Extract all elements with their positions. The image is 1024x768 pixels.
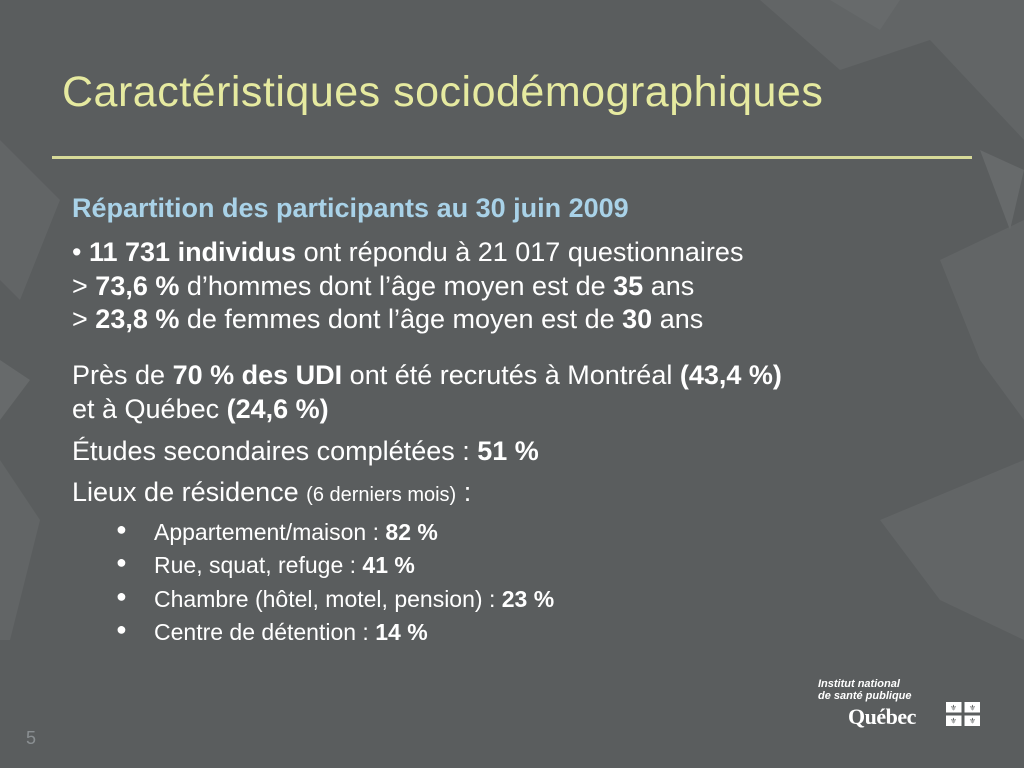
education-text: Études secondaires complétées : xyxy=(72,435,470,466)
udi-mid: ont été recrutés à Montréal xyxy=(349,360,673,390)
education-value: 51 % xyxy=(477,435,539,466)
udi-quebec-text: et à Québec xyxy=(72,393,220,424)
list-item xyxy=(116,583,992,616)
svg-text:⚜: ⚜ xyxy=(968,703,977,713)
list-item-text: Chambre (hôtel, motel, pension) : xyxy=(154,585,496,612)
svg-text:⚜: ⚜ xyxy=(949,703,958,713)
logo-wordmark: Québec xyxy=(848,704,916,729)
residence-note: (6 derniers mois) xyxy=(306,484,457,507)
women-age: 30 xyxy=(622,304,653,335)
men-suffix: ans xyxy=(650,270,695,301)
list-item-text: Centre de détention : xyxy=(154,619,369,646)
residence-label: Lieux de résidence xyxy=(72,477,299,508)
respondents-line xyxy=(72,236,992,270)
page-number: 5 xyxy=(26,728,37,748)
list-item xyxy=(116,516,992,549)
women-line xyxy=(72,303,992,337)
svg-text:⚜: ⚜ xyxy=(968,716,977,726)
list-item xyxy=(116,549,992,582)
women-text: de femmes dont l’âge moyen est de xyxy=(186,304,615,335)
udi-pre: Près de xyxy=(72,360,166,390)
list-item-text: Appartement/maison : xyxy=(154,519,380,545)
logo-line-2: de santé publique xyxy=(818,690,912,702)
bullet-dot-icon: ● xyxy=(116,619,127,640)
bullet-dot-icon: ● xyxy=(116,519,127,539)
women-percentage: 23,8 % xyxy=(95,304,180,335)
men-prefix: > xyxy=(72,270,88,301)
inspq-logo xyxy=(818,676,988,732)
slide-title: Caractéristiques sociodémographiques xyxy=(62,68,824,116)
residence-colon: : xyxy=(463,477,472,508)
bullet-dot-icon: ● xyxy=(116,585,127,606)
udi-paragraph xyxy=(72,359,992,427)
men-text: d’hommes dont l’âge moyen est de xyxy=(186,270,606,301)
women-suffix: ans xyxy=(659,304,704,335)
quebec-flag-icon xyxy=(946,702,980,726)
men-line xyxy=(72,270,992,304)
respondents-count: 11 731 individus xyxy=(88,236,297,267)
list-item-value: 14 % xyxy=(375,619,428,646)
men-age: 35 xyxy=(613,270,644,301)
women-prefix: > xyxy=(72,304,88,335)
bullet-dot-icon: ● xyxy=(116,552,127,573)
logo-line-1: Institut national xyxy=(818,678,900,690)
slide-content xyxy=(72,192,992,649)
montreal-percentage: (43,4 %) xyxy=(679,360,782,390)
udi-percentage: 70 % des UDI xyxy=(172,360,343,390)
svg-text:⚜: ⚜ xyxy=(949,716,958,726)
list-item-text: Rue, squat, refuge : xyxy=(154,552,357,579)
list-item-value: 82 % xyxy=(385,519,438,545)
men-percentage: 73,6 % xyxy=(95,270,180,301)
list-item-value: 23 % xyxy=(501,585,555,612)
bullet-symbol: • xyxy=(72,236,82,267)
list-item xyxy=(116,616,992,649)
section-subtitle: Répartition des participants au 30 juin 2009 xyxy=(72,193,629,223)
quebec-percentage: (24,6 %) xyxy=(226,393,329,424)
title-underline xyxy=(52,156,972,159)
residence-list xyxy=(72,516,992,649)
education-line xyxy=(72,435,992,469)
residence-heading xyxy=(72,476,992,510)
respondents-text: ont répondu à 21 017 questionnaires xyxy=(303,236,744,267)
list-item-value: 41 % xyxy=(362,552,415,579)
